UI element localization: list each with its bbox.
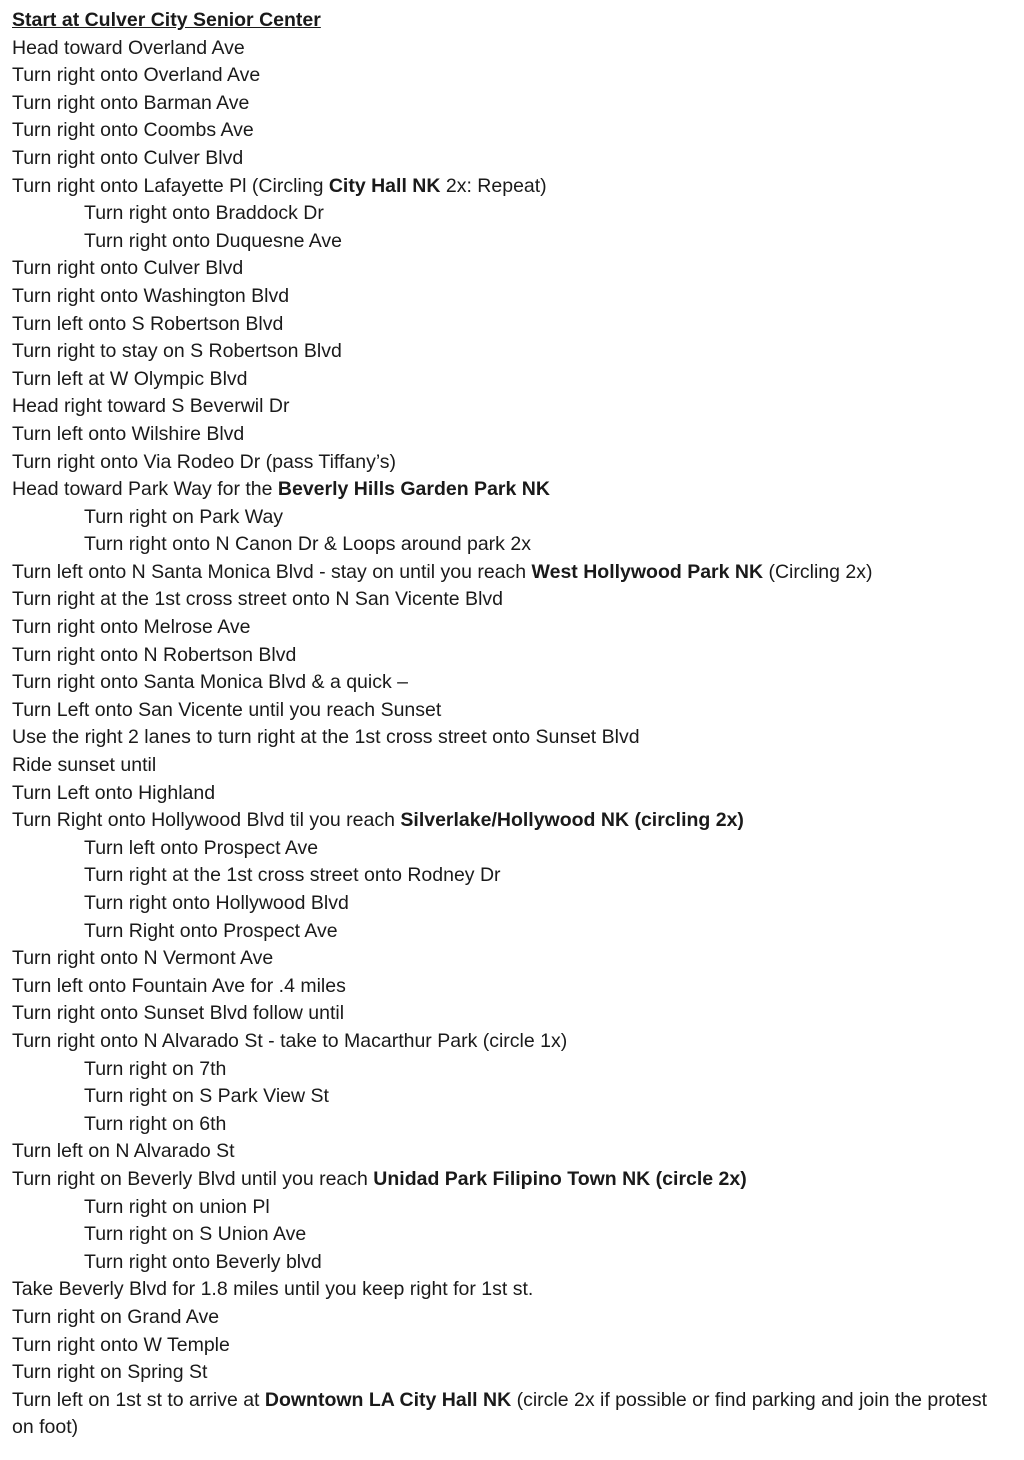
direction-step xyxy=(12,338,1024,366)
direction-step xyxy=(12,586,1024,614)
step-text: Turn right on S Union Ave xyxy=(84,1223,307,1246)
direction-substep xyxy=(12,1249,1024,1277)
direction-step xyxy=(12,117,1024,145)
direction-step xyxy=(12,697,1024,725)
step-text: Turn right on Park Way xyxy=(84,505,284,528)
direction-step xyxy=(12,945,1024,973)
step-text: Turn right onto Beverly blvd xyxy=(84,1250,322,1273)
document-title: Start at Culver City Senior Center xyxy=(12,9,321,31)
direction-step xyxy=(12,669,1024,697)
landmark-name: Beverly Hills Garden Park NK xyxy=(277,478,550,501)
direction-substep xyxy=(12,1111,1024,1139)
step-text: Turn right at the 1st cross street onto N San Vicente Blvd xyxy=(12,588,503,611)
step-text: Turn Left onto San Vicente until you reach Sunset xyxy=(12,698,442,721)
step-text: Turn right onto W Temple xyxy=(12,1333,230,1356)
step-text: Turn right onto Culver Blvd xyxy=(12,257,244,280)
direction-step xyxy=(12,724,1024,752)
step-text: Head toward Park Way for the xyxy=(12,478,278,501)
direction-substep xyxy=(12,228,1024,256)
step-text: Turn right at the 1st cross street onto Rodney Dr xyxy=(84,864,501,887)
direction-step xyxy=(12,255,1024,283)
direction-step xyxy=(12,421,1024,449)
step-text: Turn Right onto Hollywood Blvd til you reach xyxy=(12,809,401,832)
step-text: Turn right on union Pl xyxy=(84,1195,270,1218)
direction-step xyxy=(12,35,1024,63)
direction-step xyxy=(12,1276,1024,1304)
step-text: Head toward Overland Ave xyxy=(12,36,245,59)
landmark-name: West Hollywood Park NK xyxy=(531,560,764,583)
step-text: Turn right onto N Vermont Ave xyxy=(12,947,274,970)
direction-step xyxy=(12,614,1024,642)
landmark-name: Silverlake/Hollywood NK (circling 2x) xyxy=(400,809,744,832)
direction-substep xyxy=(12,1083,1024,1111)
direction-step xyxy=(12,780,1024,808)
step-text: Turn right onto Braddock Dr xyxy=(84,202,324,225)
direction-step xyxy=(12,476,1024,504)
step-text: Turn right onto Sunset Blvd follow until xyxy=(12,1002,345,1025)
step-text: Turn right onto Melrose Ave xyxy=(12,616,251,639)
direction-step xyxy=(12,807,1024,835)
direction-step xyxy=(12,973,1024,1001)
step-text: Ride sunset until xyxy=(12,754,157,777)
step-text: Turn right onto Washington Blvd xyxy=(12,284,290,307)
direction-step xyxy=(12,559,1024,587)
direction-step xyxy=(12,393,1024,421)
step-text: Turn right onto Lafayette Pl (Circling xyxy=(12,174,329,197)
direction-step xyxy=(12,1359,1024,1387)
direction-step xyxy=(12,311,1024,339)
step-text: Turn right onto Santa Monica Blvd & a quick – xyxy=(12,671,408,694)
step-text: 2x: Repeat) xyxy=(440,174,547,197)
step-text: Turn right onto Coombs Ave xyxy=(12,119,254,142)
direction-step xyxy=(12,642,1024,670)
step-text: Turn left at W Olympic Blvd xyxy=(12,367,248,390)
step-text: Turn left onto S Robertson Blvd xyxy=(12,312,284,335)
step-text: Turn right on 7th xyxy=(84,1057,227,1080)
direction-substep xyxy=(12,1056,1024,1084)
direction-substep xyxy=(12,835,1024,863)
step-text: Turn right onto N Canon Dr & Loops around park 2x xyxy=(84,533,531,556)
step-text: Turn left onto Prospect Ave xyxy=(84,836,319,859)
direction-substep xyxy=(12,1194,1024,1222)
direction-step xyxy=(12,62,1024,90)
direction-substep xyxy=(12,504,1024,532)
direction-step xyxy=(12,1332,1024,1360)
direction-step xyxy=(12,1304,1024,1332)
direction-substep xyxy=(12,1221,1024,1249)
step-text: Turn right onto Culver Blvd xyxy=(12,146,244,169)
direction-step xyxy=(12,1387,1012,1442)
direction-substep xyxy=(12,918,1024,946)
step-text: Turn right on S Park View St xyxy=(84,1085,329,1108)
step-text: Turn right onto Hollywood Blvd xyxy=(84,892,349,914)
landmark-name: City Hall NK xyxy=(328,174,441,197)
direction-step xyxy=(12,90,1024,118)
step-text: Turn left on N Alvarado St xyxy=(12,1140,235,1163)
step-text: Turn right to stay on S Robertson Blvd xyxy=(12,340,342,363)
direction-step xyxy=(12,1138,1024,1166)
step-text: (Circling 2x) xyxy=(763,560,873,583)
step-text: Head right toward S Beverwil Dr xyxy=(12,395,290,418)
direction-step xyxy=(12,366,1024,394)
step-text: Turn right on Beverly Blvd until you reach xyxy=(12,1167,374,1190)
direction-step xyxy=(12,1000,1024,1028)
direction-substep xyxy=(12,862,1024,890)
landmark-name: Downtown LA City Hall NK xyxy=(264,1388,512,1411)
step-text: Take Beverly Blvd for 1.8 miles until you keep right for 1st st. xyxy=(12,1278,534,1301)
step-text: Turn right onto Via Rodeo Dr (pass Tiffany’s) xyxy=(12,450,397,473)
step-text: Use the right 2 lanes to turn right at the 1st cross street onto Sunset Blvd xyxy=(12,726,640,749)
direction-step xyxy=(12,1166,1024,1194)
direction-step xyxy=(12,283,1024,311)
step-text: Turn right on Spring St xyxy=(12,1361,208,1384)
step-text: Turn Right onto Prospect Ave xyxy=(84,919,338,942)
step-text: Turn left on 1st st to arrive at xyxy=(12,1388,265,1411)
step-text: Turn Left onto Highland xyxy=(12,781,216,804)
direction-substep xyxy=(12,890,1024,918)
step-text: Turn right onto Barman Ave xyxy=(12,91,250,114)
direction-substep xyxy=(12,531,1024,559)
direction-substep xyxy=(12,200,1024,228)
step-text: Turn left onto N Santa Monica Blvd - stay on until you reach xyxy=(12,560,532,583)
step-text: (circle 2x if possible or find parking and join the protest on foot) xyxy=(12,1388,987,1439)
direction-step xyxy=(12,449,1024,477)
direction-step xyxy=(12,145,1024,173)
step-text: Turn right on Grand Ave xyxy=(12,1305,220,1328)
step-text: Turn right onto N Alvarado St - take to Macarthur Park (circle 1x) xyxy=(12,1029,568,1052)
step-text: Turn left onto Wilshire Blvd xyxy=(12,422,245,445)
step-text: Turn right on 6th xyxy=(84,1112,227,1135)
landmark-name: Unidad Park Filipino Town NK (circle 2x) xyxy=(373,1167,747,1190)
step-text: Turn right onto N Robertson Blvd xyxy=(12,643,297,666)
directions-list xyxy=(12,35,1024,1442)
direction-step xyxy=(12,752,1024,780)
direction-step xyxy=(12,1028,1024,1056)
direction-step xyxy=(12,173,1024,201)
step-text: Turn right onto Duquesne Ave xyxy=(84,229,343,252)
step-text: Turn left onto Fountain Ave for .4 miles xyxy=(12,974,346,997)
step-text: Turn right onto Overland Ave xyxy=(12,64,261,87)
